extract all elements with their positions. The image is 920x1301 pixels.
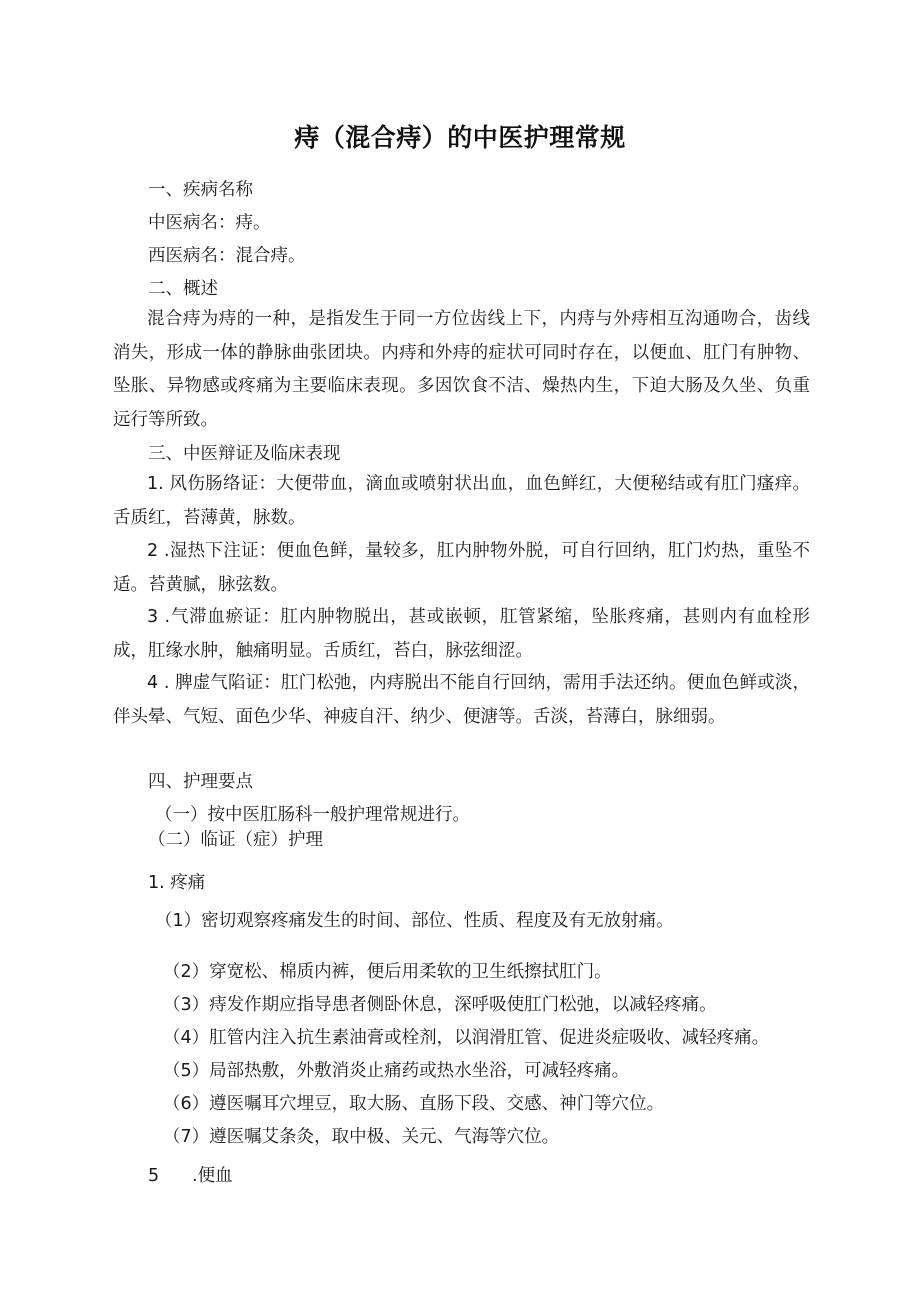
syndrome-item: 1. 风伤肠络证：大便带血，滴血或喷射状出血，血色鲜红，大便秘结或有肛门瘙痒。舌质红，苔薄黄，脉数。 [113, 474, 810, 528]
pain-item: （6）遵医嘱耳穴埋豆，取大肠、直肠下段、交感、神门等穴位。 [163, 1094, 665, 1114]
syndrome-item: 2 .湿热下注证：便血色鲜，量较多，肛内肿物外脱，可自行回纳，肛门灼热，重坠不适。苔黄腻，脉弦数。 [113, 541, 810, 595]
syndrome-item: 3 .气滞血瘀证：肛内肿物脱出，甚或嵌顿，肛管紧缩，坠胀疼痛，甚则内有血栓形成，肛缘水肿，触痛明显。舌质红，苔白，脉弦细涩。 [113, 607, 810, 661]
nursing-subsection-symptom: （二）临证（症）护理 [148, 830, 323, 850]
pain-item: （4）肛管内注入抗生素油膏或栓剂，以润滑肛管、促进炎症吸收、减轻疼痛。 [163, 1028, 770, 1048]
section-heading-overview: 二、概述 [148, 279, 218, 299]
overview-paragraph: 混合痔为痔的一种，是指发生于同一方位齿线上下，内痔与外痔相互沟通吻合，齿线消失，形成一体的静脉曲张团块。内痔和外痔的症状可同时存在，以便血、肛门有肿物、坠胀、异物感或疼痛为主要临床表现。多因饮食不洁、燥热内生，下迫大肠及久坐、负重远行等所致。 [113, 309, 810, 430]
bleeding-heading [148, 1165, 233, 1187]
bleeding-number: 5 [148, 1166, 160, 1186]
section-heading-syndrome: 三、中医辩证及临床表现 [148, 444, 341, 464]
pain-item: （1）密切观察疼痛发生的时间、部位、性质、程度及有无放射痛。 [155, 911, 674, 931]
section-heading-nursing: 四、护理要点 [148, 772, 253, 792]
bleeding-label: .便血 [192, 1166, 233, 1186]
section-heading-disease-name: 一、疾病名称 [148, 180, 253, 200]
western-disease-name: 西医病名：混合痔。 [148, 246, 306, 266]
pain-item: （5）局部热敷，外敷消炎止痛药或热水坐浴，可减轻疼痛。 [163, 1061, 630, 1081]
pain-item: （3）痔发作期应指导患者侧卧休息，深呼吸使肛门松弛，以减轻疼痛。 [163, 995, 717, 1015]
nursing-subsection-general: （一）按中医肛肠科一般护理常规进行。 [155, 805, 470, 825]
pain-item: （2）穿宽松、棉质内裤，便后用柔软的卫生纸擦拭肛门。 [163, 962, 612, 982]
pain-heading: 1. 疼痛 [148, 873, 206, 893]
page-title: 痔（混合痔）的中医护理常规 [294, 123, 626, 152]
tcm-disease-name: 中医病名：痔。 [148, 213, 271, 233]
pain-item: （7）遵医嘱艾条灸，取中极、关元、气海等穴位。 [163, 1127, 560, 1147]
syndrome-item: 4 . 脾虚气陷证：肛门松弛，内痔脱出不能自行回纳，需用手法还纳。便血色鲜或淡，伴头晕、气短、面色少华、神疲自汗、纳少、便溏等。舌淡，苔薄白，脉细弱。 [113, 673, 810, 727]
